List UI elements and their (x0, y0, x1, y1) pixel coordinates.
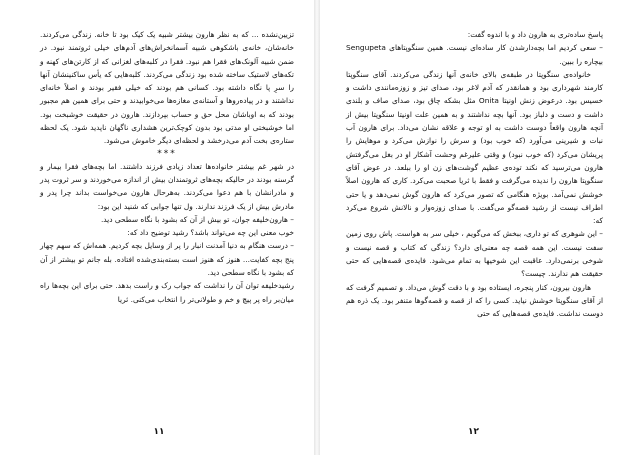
right-page-number: ۱۲ (468, 427, 479, 437)
left-paragraph-4: خوب معنی این چه می‌تواند باشد؟ رشید توضیح داد که: (127, 228, 294, 238)
left-paragraph-1: تزیین‌نشده ... که به نظر هارون بیشتر شبیه یک کیک بود تا خانه. زندگی می‌کردند. خانه‌شان، خانه‌ی باشکوهی شبیه آسمانخراش‌های آدم‌های خیلی ثروتمند نبود. در ضمن شبیه آلونک‌های فقرا هم نبود. فقرا در کلبه‌های لغزانی که از کارتن‌های کهنه و تکه‌های لاستیک ساخته شده بود زندگی می‌کردند. کلبه‌هایی که یأس ساکنینشان آنها را سرِ پا نگاه داشته بود. کسانی هم بودند که خیلی فقیر بودند و اصلاً خانه‌ای نداشتند و در پیاده‌روها و آستانه‌ی مغازه‌ها می‌خوابیدند و حتی برای همین هم مجبور بودند که به اوباشان محل حق و حساب بپردازند. هارون در حقیقت خوشبخت بود. اما خوشبختی او مدتی بود بدون کوچک‌ترین هشداری ناگهان ناپدید شود. یک لحظه ستاره‌ی بخت آدم می‌درخشد و لحظه‌ای دیگر خاموش می‌شود. (40, 30, 294, 146)
left-paragraph-3: – هارون‌خلیفه جوان، تو بیش از آن که بشود با نگاه سطحی دید. (100, 214, 294, 224)
right-paragraph-5: هارون بیرون، کنار پنجره، ایستاده بود و با دقت گوش می‌داد. و تصمیم گرفت که از آقای سنگوپتا خوشش نیاید. کسی را که از قصه و قصه‌گوها متنفر بود. یک ذره هم دوست نداشت. فایده‌ی قصه‌هایی که حتی (346, 282, 603, 319)
left-page-number: ۱۱ (153, 427, 165, 437)
left-paragraph-5: – درست هنگام به دنیا آمدنت انبار را پر از وسایل بچه کردیم. همه‌اش که سهم چهار پنج بچه کفایت... هنوز که هنوز است بسته‌بندی‌شده افتاده. بله جانم تو بیشتر از آن که بشود با نگاه سطحی دید. (40, 241, 294, 278)
section-separator: *** (157, 148, 177, 159)
right-paragraph-3: خانواده‌ی سنگوپتا در طبقه‌ی بالای خانه‌ی آنها زندگی می‌کردند. آقای سنگوپتا کارمند شهرداری بود و همانقدر که آدم لاغر بود، صدای تیز و زوزه‌مانندی داشت و خسیس بود. درعوض زنش اونیتا Onita مثل بشکه چاق بود، صدای صاف و بلندی داشت و دست و دلباز بود. آنها بچه نداشتند و به همین علت اونیتا سنگوپتا بیش از آنچه هارون واقعاً دوست داشت به او توجه و علاقه نشان می‌داد. برای هارون آب نبات و شیرینی می‌آورد (که خوب بود) و سرش را نوازش می‌کرد و موهایش را پریشان می‌کرد (که خوب نبود) و وقتی علیرغم وحشت آشکار او در بغل می‌گرفتش هارون می‌ترسید که نکند توده‌ی عظیم گوشت‌های زن او را ببلعد. در عوض آقای سنگوپتا هارون را ندیده می‌گرفت و فقط با ثریا صحبت می‌کرد. کاری که هارون اصلاً خوشش نمی‌آمد. بویژه هنگامی که تصور می‌کرد که هارون گوش نمی‌دهد و یا حتی اطراف نیست از رشید قصه‌گو می‌گفت. با صدای زوزه‌وار و نالانش شروع می‌کرد که: (346, 69, 604, 226)
right-paragraph-4: – این شوهری که تو داری، ببخش که می‌گویم ، خیلی سر به هواست. پاش روی زمین سفت نیست. این همه قصه چه معنی‌ای دارد؟ زندگی که کتاب و قصه نیست و شوخی برنمی‌دارد. عاقبت این شوخیها به تمام می‌شود. فایده‌ی قصه‌هایی که حتی حقیقت هم ندارند. چیست؟ (346, 229, 603, 279)
left-paragraph-6: رشیدخلیفه توان آن را نداشت که جواب رک و راست بدهد. حتی برای این بچه‌ها راه میان‌بر راه پر پیچ و خم و طولانی‌تر را انتخاب می‌کنی. ثریا (40, 281, 294, 304)
left-paragraph-2: در شهر غم بیشتر خانواده‌ها تعداد زیادی فرزند داشتند. اما بچه‌های فقرا بیمار و گرسنه بودند در حالیکه بچه‌های ثروتمندان بیش از اندازه می‌خوردند و سر ثروت پدر و مادرانشان با هم دعوا می‌کردند. به‌هرحال هارون می‌خواست بداند چرا پدر و مادرش بیش از یک فرزند ندارند. ول تنها جوابی که شنید این بود: (40, 161, 294, 211)
right-page (318, 0, 629, 455)
right-paragraph-1: پاسخ ساده‌تری به هارون داد و با اندوه گفت: (467, 30, 603, 39)
right-paragraph-2: – سعی کردیم اما بچه‌دارشدن کار ساده‌ای نیست. همین سنگوپتاهای Sengupeta بیچاره را ببین. (346, 43, 603, 66)
